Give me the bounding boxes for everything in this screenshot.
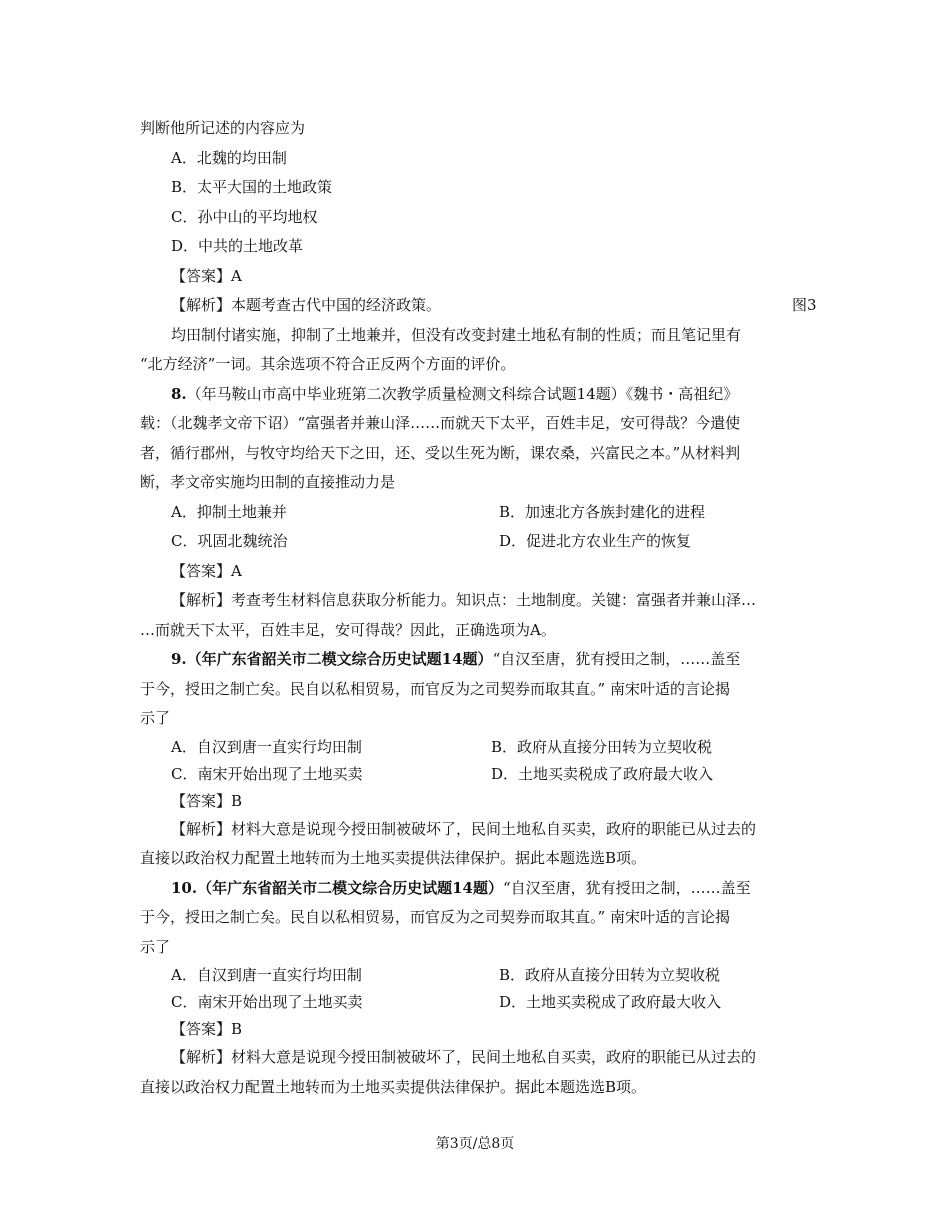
q9-options-row-1 (140, 734, 812, 761)
q8-analysis-line-1: 【解析】考查考生材料信息获取分析能力。知识点：土地制度。关键：富强者并兼山泽… (171, 591, 757, 609)
q8-option-c: C．巩固北魏统治 (171, 532, 288, 550)
q7-stem-tail: 判断他所记述的内容应为 (140, 119, 306, 137)
q8-stem-line-3: 者，循行郡州，与牧守均给天下之田，还、受以生死为断，课农桑，兴富民之本。”从材料判 (140, 443, 741, 462)
q8-option-a: A．抑制土地兼并 (171, 502, 287, 521)
q7-option-d: D．中共的土地改革 (171, 237, 304, 255)
q10-stem-line-3: 示了 (140, 937, 171, 956)
q9-stem-line-1 (140, 645, 812, 675)
q7-option-a: A．北魏的均田制 (171, 148, 287, 167)
q8-stem-line-2: 载：（北魏孝文帝下诏）“富强者并兼山泽……而就天下太平，百姓丰足，安可得哉？今遣使 (140, 414, 741, 432)
q7-analysis-line-2: 均田制付诸实施，抑制了土地兼并，但没有改变封建土地私有制的性质；而且笔记里有 (171, 325, 742, 344)
q9-option-b: B．政府从直接分田转为立契收税 (491, 737, 713, 756)
q8-options-row-1 (140, 498, 812, 528)
q7-analysis-text: 【解析】本题考查古代中国的经济政策。 (171, 296, 442, 314)
q9-options-row-2 (140, 761, 812, 788)
q7-option-b: B．太平大国的土地政策 (171, 178, 333, 196)
q8-option-b: B．加速北方各族封建化的进程 (499, 502, 706, 521)
q8-number: 8. (171, 384, 187, 403)
q10-option-a: A．自汉到唐一直实行均田制 (171, 966, 362, 984)
q8-analysis-line-2: …而就天下太平，百姓丰足，安可得哉？因此，正确选项为A。 (140, 620, 556, 639)
q10-analysis-line-2: 直接以政治权力配置土地转而为土地买卖提供法律保护。据此本题选选B项。 (140, 1077, 647, 1096)
q9-stem-text: “自汉至唐，犹有授田之制，……盖至 (492, 650, 741, 668)
q10-options-row-1 (140, 962, 812, 989)
q10-stem-line-2: 于今，授田之制亡矣。民自以私相贸易，而官反为之司契券而取其直。” 南宋叶适的言论揭 (140, 908, 730, 926)
q8-option-d: D．促进北方农业生产的恢复 (499, 532, 692, 550)
figure-caption: 图3 (792, 296, 817, 314)
page-number: 第3页/总8页 (435, 1136, 515, 1152)
q7-analysis-line-3: “北方经济”一词。其余选项不符合正反两个方面的评价。 (140, 355, 516, 373)
page-footer (0, 1133, 950, 1153)
q10-stem-line-1 (140, 874, 812, 904)
q10-options-row-2 (140, 989, 812, 1016)
q7-answer: 【答案】A (171, 266, 242, 285)
q9-source: （年广东省韶关市二模文综合历史试题14题） (186, 650, 493, 668)
q10-answer: 【答案】B (171, 1020, 243, 1038)
q8-answer: 【答案】A (171, 561, 242, 580)
q9-option-d: D．土地买卖税成了政府最大收入 (491, 764, 714, 783)
q10-option-c: C．南宋开始出现了土地买卖 (171, 993, 363, 1011)
q10-analysis-line-1: 【解析】材料大意是说现今授田制被破坏了，民间土地私自买卖，政府的职能已从过去的 (171, 1048, 757, 1066)
q8-stem-line-4: 断，孝文帝实施均田制的直接推动力是 (140, 473, 396, 491)
q10-option-d: D．土地买卖税成了政府最大收入 (499, 993, 722, 1011)
q10-option-b: B．政府从直接分田转为立契收税 (499, 966, 721, 984)
q9-option-c: C．南宋开始出现了土地买卖 (171, 764, 363, 783)
q8-options-row-2 (140, 527, 812, 557)
q9-analysis-line-1: 【解析】材料大意是说现今授田制被破坏了，民间土地私自买卖，政府的职能已从过去的 (171, 819, 757, 838)
q9-analysis-line-2: 直接以政治权力配置土地转而为土地买卖提供法律保护。据此本题选选B项。 (140, 849, 647, 867)
q9-number: 9. (171, 650, 187, 668)
q8-stem-line-1 (140, 380, 812, 410)
q9-stem-line-3: 示了 (140, 709, 171, 727)
page-content (140, 114, 817, 1102)
q9-answer: 【答案】B (171, 791, 243, 810)
q9-option-a: A．自汉到唐一直实行均田制 (171, 737, 362, 756)
q8-stem-text: （年马鞍山市高中毕业班第二次教学质量检测文科综合试题14题）《魏书・高祖纪》 (186, 384, 739, 403)
q7-option-c: C．孙中山的平均地权 (171, 207, 318, 226)
q7-analysis-line-1 (140, 291, 817, 321)
q10-source: （年广东省韶关市二模文综合历史试题14题） (197, 878, 503, 897)
q10-number: 10. (171, 878, 198, 897)
q10-stem-text: “自汉至唐，犹有授田之制，……盖至 (503, 878, 751, 897)
q9-stem-line-2: 于今，授田之制亡矣。民自以私相贸易，而官反为之司契券而取其直。” 南宋叶适的言论揭 (140, 679, 730, 698)
